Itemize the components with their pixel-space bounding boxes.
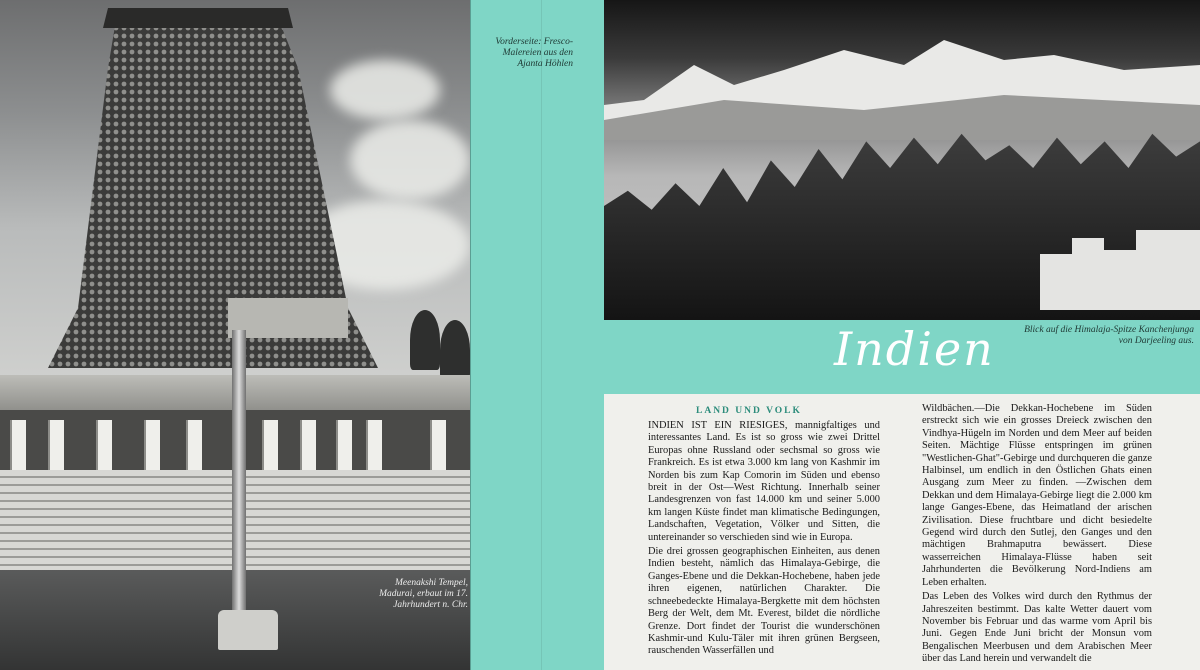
photo-caption: Blick auf die Himalaja-Spitze Kanchenjunga von Darjeeling aus. bbox=[1024, 325, 1194, 346]
cover-caption: Vorderseite: Fresco-Malereien aus den Ajanta Höhlen bbox=[495, 37, 573, 69]
palm-tree bbox=[440, 320, 470, 380]
section-heading: LAND UND VOLK bbox=[696, 406, 802, 416]
himalaya-photo bbox=[604, 0, 1200, 320]
fold-line bbox=[541, 0, 542, 670]
brochure-spine bbox=[470, 0, 606, 670]
text-column-left bbox=[648, 420, 880, 660]
text-page bbox=[604, 0, 1200, 670]
temple-caption: Meenakshi Tempel, Madurai, erbaut im 17. Jahrhundert n. Chr. bbox=[379, 578, 468, 610]
text-column-right bbox=[922, 403, 1152, 668]
page-title: Indien bbox=[834, 322, 995, 376]
temple-photo-page bbox=[0, 0, 470, 670]
temple-gopuram bbox=[48, 8, 408, 368]
snow-peaks bbox=[604, 30, 1200, 140]
paragraph: Die drei grossen geographischen Einheiten, aus denen Indien besteht, nämlich das Himalaya-Gebirge, die Ganges-Ebene und die Dekkan-Hochebene, haben jede ihren eigenen, natürlichen Charakter. Die schneebedeckte Himalaya-Bergkette mit dem höchsten Berg der Welt, dem Mt. Everest, bildet die nördliche Grenze. Dort findet der Tourist die wunderschönen Kashmir-und Kulu-Täler mit ihren grünen Bergseen, rauschenden Wasserfällen und bbox=[648, 546, 880, 657]
paragraph: Das Leben des Volkes wird durch den Rythmus der Jahreszeiten bestimmt. Das kalte Wetter dauert vom November bis Februar und das warme vom April bis Juni. Gegen Ende Juni bricht der Monsun vom Bengalischen Meerbusen und dem Arabischen Meer über das Land herein und verwandelt die bbox=[922, 591, 1152, 665]
paragraph: INDIEN IST EIN RIESIGES, mannigfaltiges und interessantes Land. Es ist so gross wie zwei Drittel Europas ohne Russland oder sechsmal so gross wie Frankreich. Es ist etwa 3.000 km lang von Kashmir im Norden bis zum Kap Comorin im Süden und ebenso breit in der Ost—West Richtung. Innerhalb seiner Landesgrenzen von fast 14.000 km und seiner 5.000 km langen Küste findet man klimatische Bedingungen, Landschaften, Vegetation, Völker und Sitten, die untereinander so verschieden sind wie in Europa. bbox=[648, 420, 880, 543]
lamp-post bbox=[232, 330, 246, 630]
paragraph: Wildbächen.—Die Dekkan-Hochebene im Süden erstreckt sich wie ein grosses Dreieck zwischen den Vindhya-Hügeln im Norden und dem Meer auf beiden Seiten. Mächtige Flüsse entspringen im grünen "Westlichen-Ghat"-Gebirge und durchqueren die ganze Halbinsel, um endlich in den Östlichen Ghats einen Ausgang zum Meer zu finden. —Zwischen dem Dekkan und dem Himalaya-Gebirge liegt die 2.000 km lange Ganges-Ebene, das Heimatland der arischen Zivilisation. Diese fruchtbare und dicht besiedelte Gegend wird durch den Sutlej, den Ganges und den mächtigen Brahmaputra bewässert. Diese wasserreichen Himalaya-Flüsse haben seit Jahrhunderten die Bevölkerung Nord-Indiens am Leben erhalten. bbox=[922, 403, 1152, 588]
lamp-base bbox=[218, 610, 278, 650]
palm-tree bbox=[410, 310, 440, 370]
